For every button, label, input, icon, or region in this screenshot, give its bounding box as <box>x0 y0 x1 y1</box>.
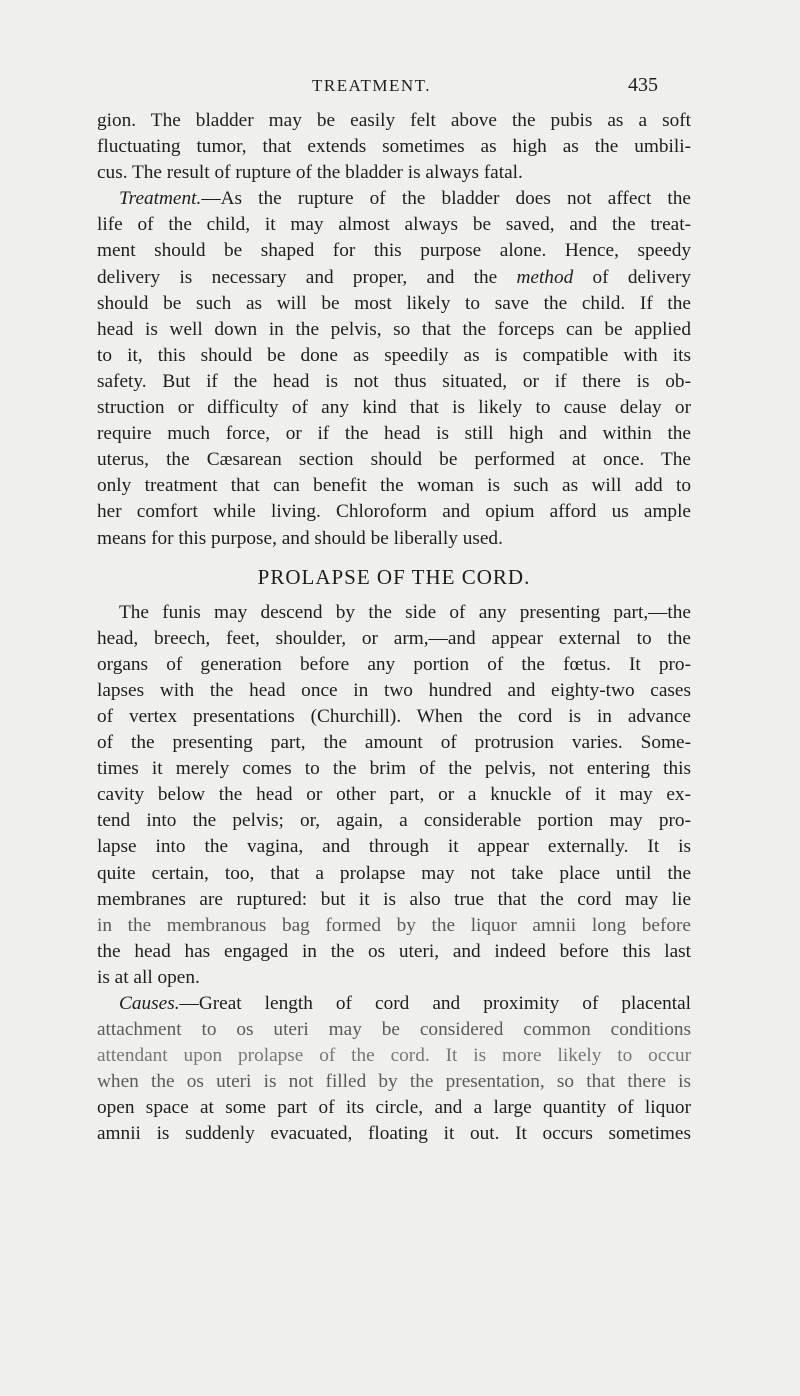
text-line: cus. The result of rupture of the bladder is always fatal. <box>97 162 523 184</box>
text-line: the head has engaged in the os uteri, and indeed before this last <box>97 940 691 962</box>
text-line: life of the child, it may almost always be saved, and the treat- <box>97 214 691 236</box>
text-line: amnii is suddenly evacuated, floating it out. It occurs sometimes <box>97 1123 691 1145</box>
text-line: head is well down in the pelvis, so that the forceps can be applied <box>97 318 691 340</box>
paragraph-prolapse <box>97 600 691 991</box>
text-line: gion. The bladder may be easily felt above the pubis as a soft <box>97 110 691 131</box>
text-line: of vertex presentations (Churchill). When the cord is in advance <box>97 705 691 727</box>
italic-lead-treatment: Treatment. <box>119 188 202 210</box>
section-heading: PROLAPSE OF THE CORD. <box>257 564 531 589</box>
text-line: open space at some part of its circle, and a large quantity of liquor <box>97 1097 691 1119</box>
text-line: fluctuating tumor, that extends sometimes as high as the umbili- <box>97 136 691 158</box>
text-line: when the os uteri is not filled by the presentation, so that there is <box>97 1071 691 1093</box>
running-title: TREATMENT. <box>312 76 432 95</box>
text-line: attachment to os uteri may be considered common conditions <box>97 1019 691 1041</box>
text-line: organs of generation before any portion of the fœtus. It pro- <box>97 653 691 675</box>
text-line: to it, this should be done as speedily as is compatible with its <box>97 344 691 366</box>
paragraph-treatment <box>97 186 691 551</box>
text-line: struction or difficulty of any kind that is likely to cause delay or <box>97 397 691 419</box>
text-span: of delivery <box>592 266 692 288</box>
text-line: membranes are ruptured: but it is also true that the cord may lie <box>97 888 691 910</box>
text-line: attendant upon prolapse of the cord. It is more likely to occur <box>97 1045 691 1067</box>
text-line: times it merely comes to the brim of the pelvis, not entering this <box>97 758 691 780</box>
body-text <box>97 108 691 1148</box>
text-line: is at all open. <box>97 966 200 988</box>
text-line: her comfort while living. Chloroform and opium afford us ample <box>97 501 691 523</box>
text-line: cavity below the head or other part, or a knuckle of it may ex- <box>97 784 691 806</box>
text-line: head, breech, feet, shoulder, or arm,—and appear external to the <box>97 627 691 649</box>
text-span: —As the rupture of the bladder does not affect the <box>201 188 691 210</box>
italic-lead-causes: Causes. <box>119 993 180 1014</box>
text-line: ment should be shaped for this purpose alone. Hence, speedy <box>97 240 691 262</box>
text-line: lapse into the vagina, and through it appear externally. It is <box>97 836 691 858</box>
text-line: quite certain, too, that a prolapse may not take place until the <box>97 862 691 884</box>
text-line: should be such as will be most likely to save the child. If the <box>97 292 691 314</box>
text-line: uterus, the Cæsarean section should be performed at once. The <box>97 449 691 471</box>
text-line: safety. But if the head is not thus situated, or if there is ob- <box>97 370 691 392</box>
text-line <box>97 186 691 212</box>
paragraph-causes <box>97 991 691 1148</box>
text-line <box>97 265 691 291</box>
text-line: tend into the pelvis; or, again, a considerable portion may pro- <box>97 810 691 832</box>
text-line: lapses with the head once in two hundred and eighty-two cases <box>97 679 691 701</box>
text-span: delivery is necessary and proper, and the <box>97 266 498 288</box>
text-line: only treatment that can benefit the woman is such as will add to <box>97 475 691 497</box>
text-line <box>97 991 691 1017</box>
text-span: —Great length of cord and proximity of placental <box>179 993 691 1014</box>
text-line: The funis may descend by the side of any presenting part,—the <box>119 601 691 623</box>
running-head <box>0 76 800 100</box>
text-line: in the membranous bag formed by the liquor amnii long before <box>97 914 691 936</box>
paragraph-1 <box>97 108 691 186</box>
page-number: 435 <box>628 74 658 96</box>
text-line: means for this purpose, and should be liberally used. <box>97 527 503 549</box>
text-line: of the presenting part, the amount of protrusion varies. Some- <box>97 732 691 754</box>
text-line: require much force, or if the head is still high and within the <box>97 423 691 445</box>
italic-word-method: method <box>516 266 574 288</box>
